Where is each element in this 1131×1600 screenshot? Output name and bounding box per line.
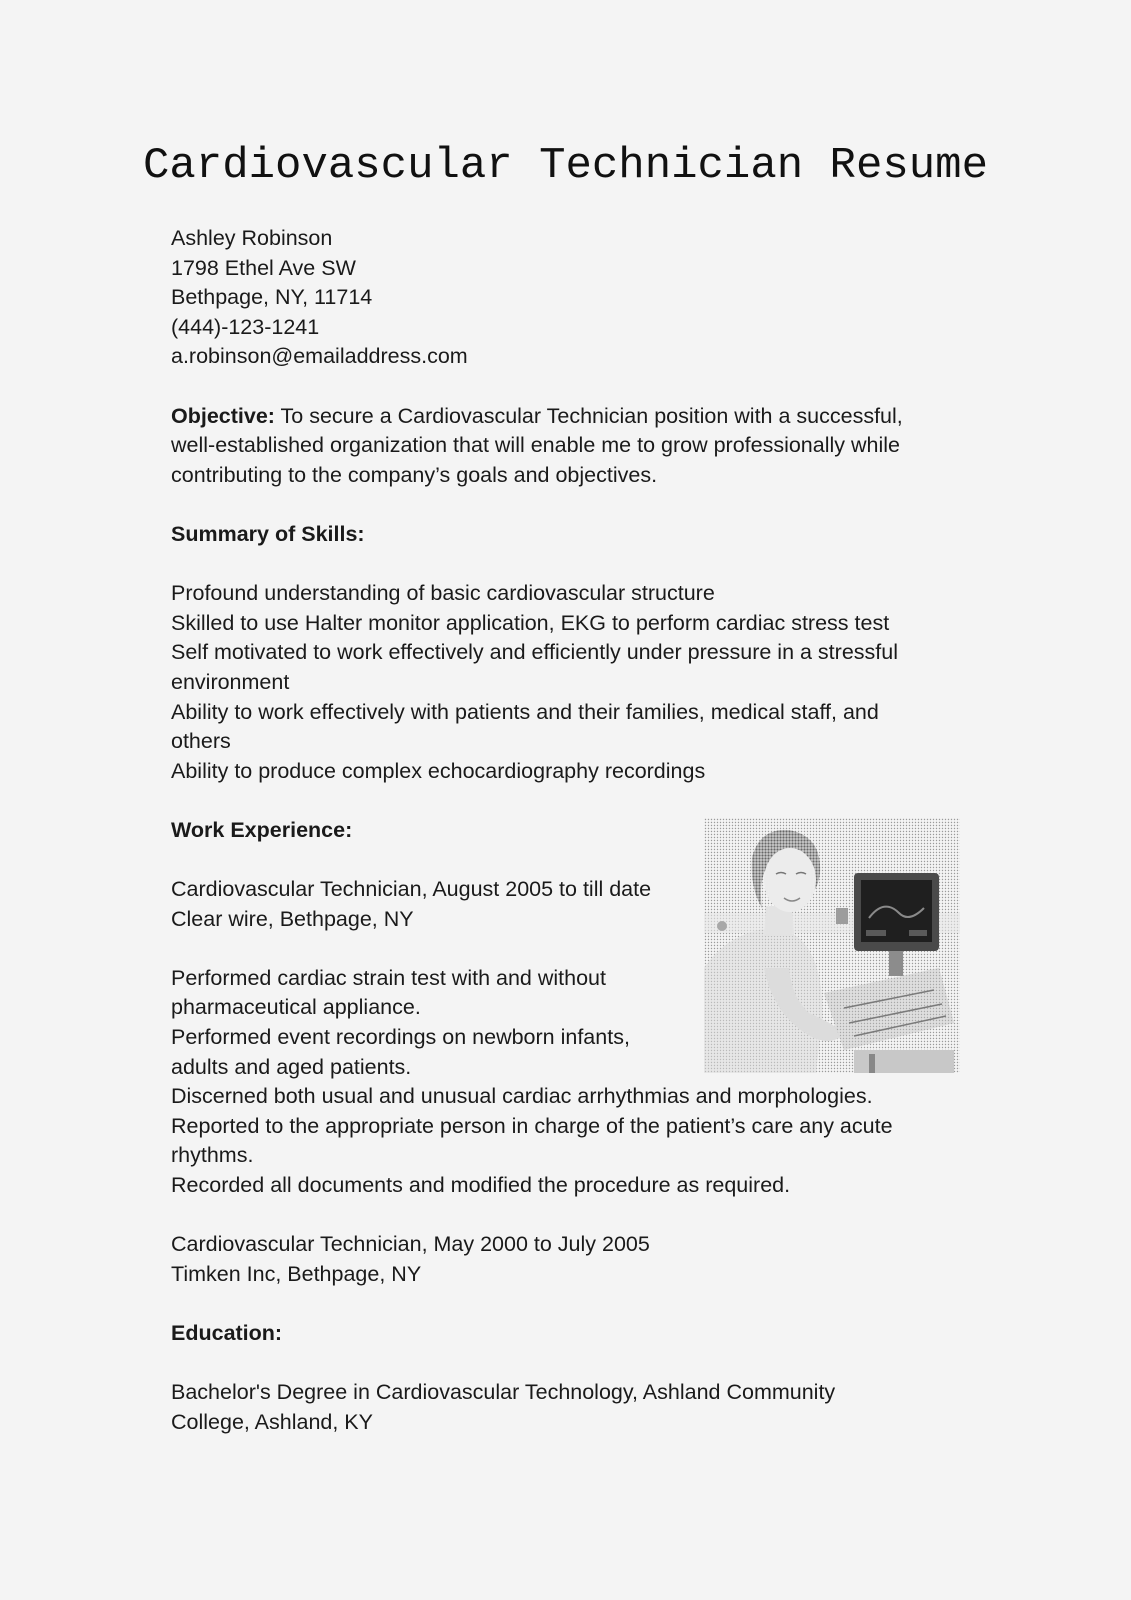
objective-text: To secure a Cardiovascular Technician position with a successful, [274, 403, 903, 428]
education-line: College, Ashland, KY [171, 1409, 373, 1434]
job-duty-line: Performed cardiac strain test with and without [171, 965, 606, 990]
education-line: Bachelor's Degree in Cardiovascular Technology, Ashland Community [171, 1380, 836, 1405]
job-duty-line: rhythms. [171, 1143, 254, 1168]
job-company-line: Clear wire, Bethpage, NY [171, 906, 414, 931]
page-title: Cardiovascular Technician Resume [143, 141, 988, 191]
contact-phone: (444)-123-1241 [171, 314, 320, 339]
objective-text: well-established organization that will enable me to grow professionally while [171, 433, 900, 458]
skill-line: others [171, 729, 231, 754]
job-duty-line: Reported to the appropriate person in charge of the patient’s care any acute [171, 1113, 893, 1138]
skill-line: Ability to produce complex echocardiography recordings [171, 758, 706, 783]
skill-line: Ability to work effectively with patients and their families, medical staff, and [171, 699, 879, 724]
experience-heading: Work Experience: [171, 817, 353, 842]
skill-line: Self motivated to work effectively and efficiently under pressure in a stressful [171, 640, 898, 665]
objective-section [171, 402, 971, 491]
education-section [171, 1319, 971, 1437]
job-duty-line: Recorded all documents and modified the procedure as required. [171, 1173, 791, 1197]
job-duty-line: Performed event recordings on newborn infants, [171, 1025, 630, 1050]
contact-email: a.robinson@emailaddress.com [171, 344, 468, 369]
contact-block [171, 224, 971, 372]
job-duty-line: pharmaceutical appliance. [171, 995, 421, 1020]
job-duty-line: adults and aged patients. [171, 1054, 412, 1079]
skill-line: Profound understanding of basic cardiovascular structure [171, 581, 715, 606]
objective-label: Objective: [171, 403, 275, 428]
contact-street: 1798 Ethel Ave SW [171, 255, 356, 280]
technician-photo [704, 818, 960, 1073]
job-company-line: Timken Inc, Bethpage, NY [171, 1261, 422, 1286]
skill-line: Skilled to use Halter monitor application, EKG to perform cardiac stress test [171, 610, 890, 635]
contact-name: Ashley Robinson [171, 226, 333, 250]
education-heading: Education: [171, 1320, 283, 1345]
skill-line: environment [171, 669, 290, 694]
job-title-line: Cardiovascular Technician, May 2000 to July 2005 [171, 1232, 650, 1257]
skills-section [171, 520, 971, 786]
job-title-line: Cardiovascular Technician, August 2005 to till date [171, 877, 652, 902]
contact-city: Bethpage, NY, 11714 [171, 285, 373, 310]
objective-text: contributing to the company’s goals and objectives. [171, 462, 658, 487]
objective-first-line [171, 402, 971, 432]
job-duty-line: Discerned both usual and unusual cardiac arrhythmias and morphologies. [171, 1084, 873, 1109]
skills-heading: Summary of Skills: [171, 521, 365, 546]
